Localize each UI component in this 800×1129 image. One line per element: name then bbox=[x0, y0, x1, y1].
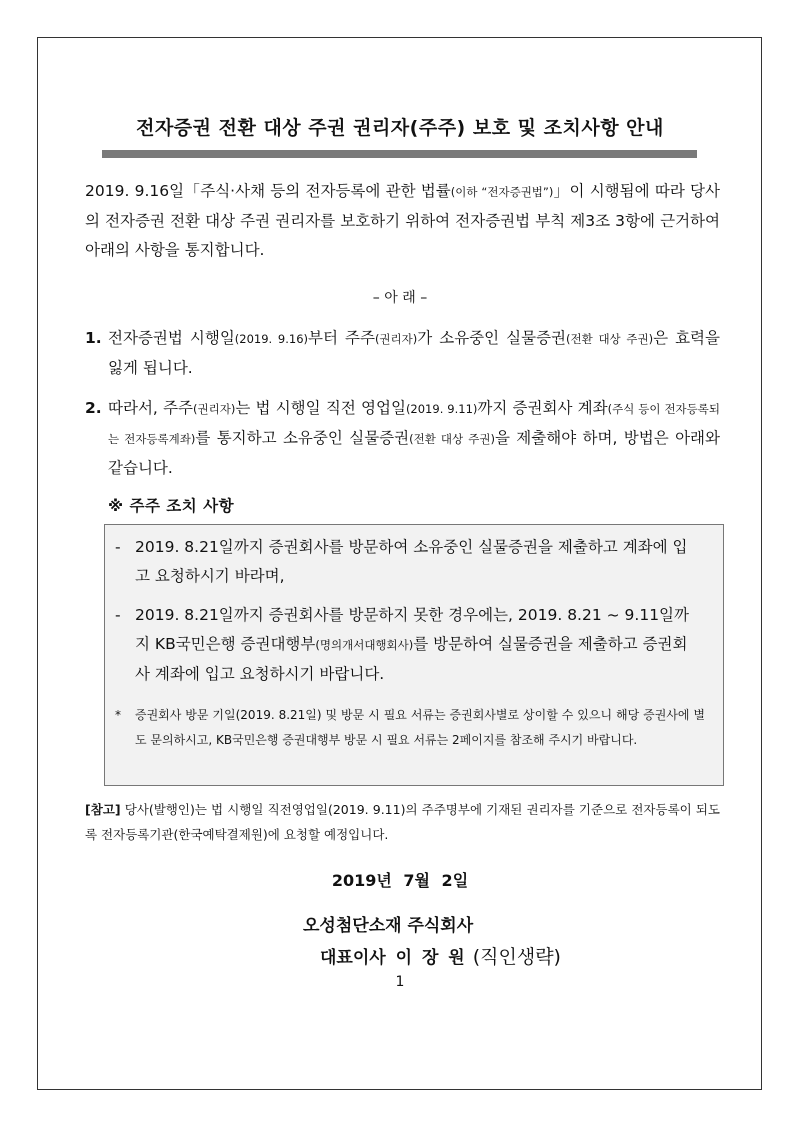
item2-text-2: 는 법 시행일 직전 영업일 bbox=[235, 399, 406, 417]
page-number: 1 bbox=[395, 974, 405, 990]
bullet-dash: - bbox=[115, 606, 121, 624]
item2-text-4: 를 통지하고 소유중인 실물증권 bbox=[195, 429, 410, 447]
intro-text-a: 2019. 9.16일「주식·사채 등의 전자등록에 관한 법률 bbox=[85, 182, 451, 200]
item1-text-1: 전자증권법 시행일 bbox=[108, 329, 235, 347]
document-title: 전자증권 전환 대상 주권 권리자(주주) 보호 및 조치사항 안내 bbox=[136, 117, 664, 139]
intro-paragraph bbox=[85, 177, 720, 265]
list-item-number: 2. bbox=[85, 399, 102, 417]
item1-small-2: (권리자) bbox=[374, 332, 418, 346]
intro-text-b: (이하 “전자증권법”) bbox=[450, 185, 554, 199]
item1-text-2: 부터 주주 bbox=[308, 329, 375, 347]
item1-small-3: (전환 대상 주권) bbox=[566, 332, 654, 346]
box-item2-text-b: 를 방문하여 실물증권을 제출하고 증권회사 계좌에 입고 요청하시기 바랍니다. bbox=[135, 635, 688, 683]
seal-omitted-note: (직인생략) bbox=[472, 946, 561, 968]
ceo-name: 대표이사 이 장 원 bbox=[320, 948, 465, 968]
item2-small-1: (권리자) bbox=[193, 402, 236, 416]
box-item-1 bbox=[115, 533, 700, 591]
section-heading: ※ 주주 조치 사항 bbox=[108, 497, 235, 515]
item2-small-4: (전환 대상 주권) bbox=[409, 432, 495, 446]
box-item-text: 2019. 8.21일까지 증권회사를 방문하여 소유중인 실물증권을 제출하고 계좌에 입고 요청하시기 바라며, bbox=[135, 538, 688, 585]
reference-text: 당사(발행인)는 법 시행일 직전영업일(2019. 9.11)의 주주명부에 기재된 권리자를 기준으로 전자등록이 되도록 전자등록기관(한국예탁결제원)에 요청할 예정입니다. bbox=[85, 802, 720, 842]
list-item-number: 1. bbox=[85, 329, 102, 347]
item1-text-3: 가 소유중인 실물증권 bbox=[417, 329, 567, 347]
action-items-box bbox=[104, 524, 724, 786]
item1-text-4: 은 효력을 잃게 됩니다. bbox=[108, 329, 721, 377]
item1-small-1: (2019. 9.16) bbox=[234, 332, 309, 346]
reference-label: [참고] bbox=[85, 802, 121, 817]
box-item2-small: (명의개서대행회사) bbox=[315, 638, 414, 652]
ceo-signature-line bbox=[320, 942, 561, 969]
item2-text-5: 을 제출해야 하며, 방법은 아래와 같습니다. bbox=[108, 429, 721, 477]
list-item-text bbox=[108, 324, 720, 383]
item2-text-3: 까지 증권회사 계좌 bbox=[477, 399, 608, 417]
box-footnote bbox=[115, 703, 705, 753]
box-item-text bbox=[135, 601, 700, 689]
list-item-2 bbox=[85, 394, 720, 483]
footnote-asterisk: * bbox=[115, 708, 121, 722]
bullet-dash: - bbox=[115, 538, 121, 556]
list-item-text bbox=[108, 394, 720, 483]
box-item-2 bbox=[115, 601, 700, 689]
box-item2-text-a: 2019. 8.21일까지 증권회사를 방문하지 못한 경우에는, 2019. 8.21 ~ 9.11일까지 KB국민은행 증권대행부 bbox=[135, 606, 690, 653]
reference-note bbox=[85, 797, 720, 847]
title-underline-bar bbox=[102, 150, 697, 158]
footnote-text: 증권회사 방문 기일(2019. 8.21일) 및 방문 시 필요 서류는 증권회사별로 상이할 수 있으니 해당 증권사에 별도 문의하시고, KB국민은행 증권대행부 방문 시 필요 서류는 2페이지를 참조해 주시기 바랍니다. bbox=[135, 708, 705, 747]
item2-text-1: 따라서, 주주 bbox=[108, 399, 194, 417]
company-name: 오성첨단소재 주식회사 bbox=[303, 916, 474, 936]
document-date: 2019년 7월 2일 bbox=[331, 871, 469, 890]
list-item-1 bbox=[85, 324, 720, 383]
item2-small-2: (2019. 9.11) bbox=[405, 402, 478, 416]
intro-text-c: 」이 시행됨에 따라 당사의 전자증권 전환 대상 주권 권리자를 보호하기 위하여 전자증권법 부칙 제3조 3항에 근거하여 아래의 사항을 통지합니다. bbox=[85, 182, 720, 259]
below-marker: – 아 래 – bbox=[372, 290, 428, 306]
item2-small-3: (주식 등이 전자등록되는 전자등록계좌) bbox=[108, 402, 720, 446]
